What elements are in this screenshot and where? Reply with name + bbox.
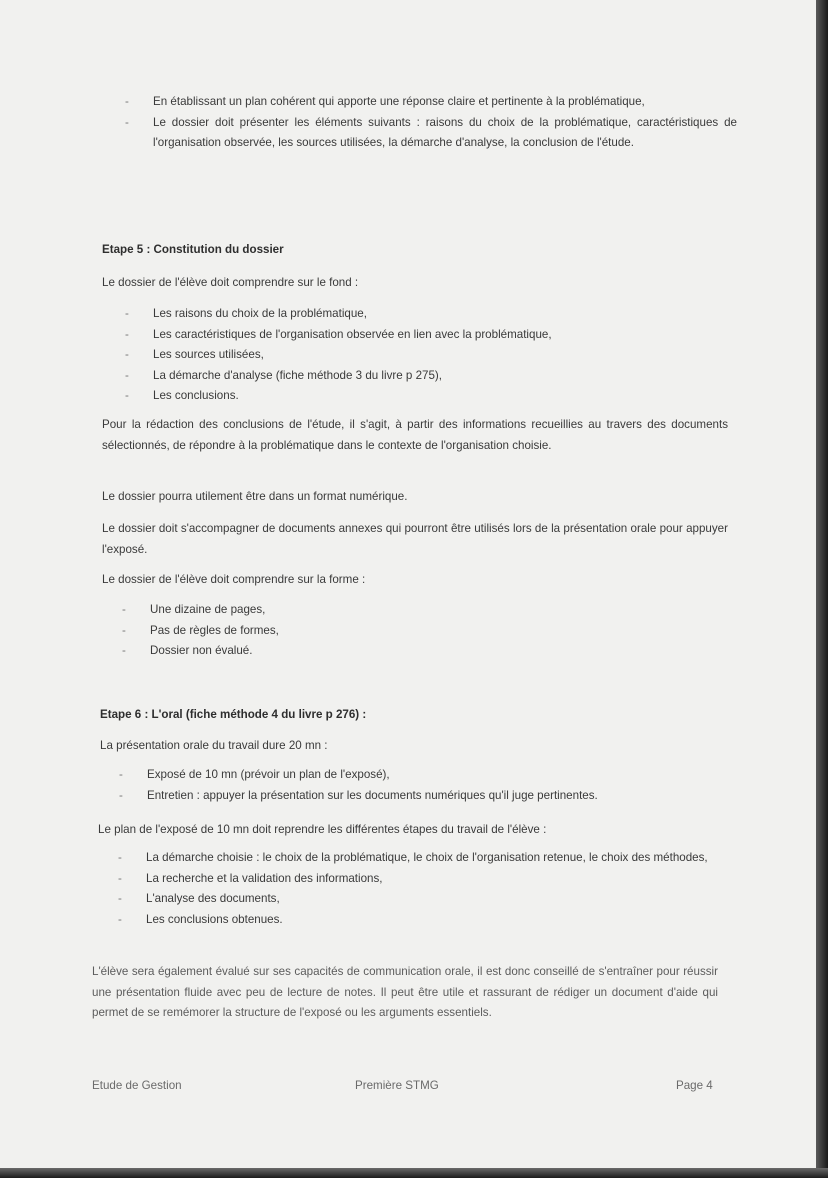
oral-list [119,765,743,806]
list-item: - La recherche et la validation des informations, [118,869,744,890]
forme-intro: Le dossier de l'élève doit comprendre sur la forme : [102,573,366,586]
list-item: - Les sources utilisées, [125,345,737,366]
list-item: - Les caractéristiques de l'organisation observée en lien avec la problématique, [125,325,737,346]
conclusions-paragraph: Pour la rédaction des conclusions de l'étude, il s'agit, à partir des informations recueillies au travers des documents sélectionnés, de répondre à la problématique dans le contexte de l'organisation choisie. [102,418,728,452]
format-paragraph: Le dossier pourra utilement être dans un format numérique. [102,490,408,503]
list-item: - Les conclusions obtenues. [118,910,744,931]
footer-right: Page 4 [676,1079,713,1092]
annexes-paragraph: Le dossier doit s'accompagner de documents annexes qui pourront être utilisés lors de la présentation orale pour appuyer l'exposé. [102,522,728,556]
forme-list [122,600,734,662]
plan-list [118,848,744,930]
list-item: - Pas de règles de formes, [122,621,734,642]
closing-paragraph: L'élève sera également évalué sur ses capacités de communication orale, il est donc conseillé de s'entraîner pour réussir une présentation fluide avec peu de lecture de notes. Il peut être utile et rassurant de rédiger un document d'aide qui permet de se remémorer la structure de l'exposé ou les arguments essentiels. [92,965,718,1019]
list-item: - Les raisons du choix de la problématique, [125,304,737,325]
intro-bullet-list [125,92,737,154]
page-edge-shadow [816,0,828,1178]
list-item: - Les conclusions. [125,386,737,407]
plan-intro: Le plan de l'exposé de 10 mn doit reprendre les différentes étapes du travail de l'élève : [98,823,547,836]
step6-heading: Etape 6 : L'oral (fiche méthode 4 du livre p 276) : [100,708,367,721]
footer-left: Etude de Gestion [92,1079,182,1092]
list-item: - La démarche choisie : le choix de la problématique, le choix de l'organisation retenue, le choix des méthodes, [118,848,744,869]
footer-center: Première STMG [355,1079,439,1092]
oral-intro: La présentation orale du travail dure 20 mn : [100,739,328,752]
fond-list [125,304,737,407]
list-item: - Exposé de 10 mn (prévoir un plan de l'exposé), [119,765,743,786]
list-item: - Le dossier doit présenter les éléments suivants : raisons du choix de la problématique, caractéristiques de l'organisation observée, les sources utilisées, la démarche d'analyse, la conclusion de l'étude. [125,113,737,154]
list-item: - En établissant un plan cohérent qui apporte une réponse claire et pertinente à la problématique, [125,92,737,113]
page-bottom-shadow [0,1168,828,1178]
step5-heading: Etape 5 : Constitution du dossier [102,243,284,256]
list-item: - Une dizaine de pages, [122,600,734,621]
step5-fond-intro: Le dossier de l'élève doit comprendre sur le fond : [102,276,359,289]
list-item: - Dossier non évalué. [122,641,734,662]
list-item: - La démarche d'analyse (fiche méthode 3 du livre p 275), [125,366,737,387]
list-item: - Entretien : appuyer la présentation sur les documents numériques qu'il juge pertinentes. [119,786,743,807]
list-item: - L'analyse des documents, [118,889,744,910]
